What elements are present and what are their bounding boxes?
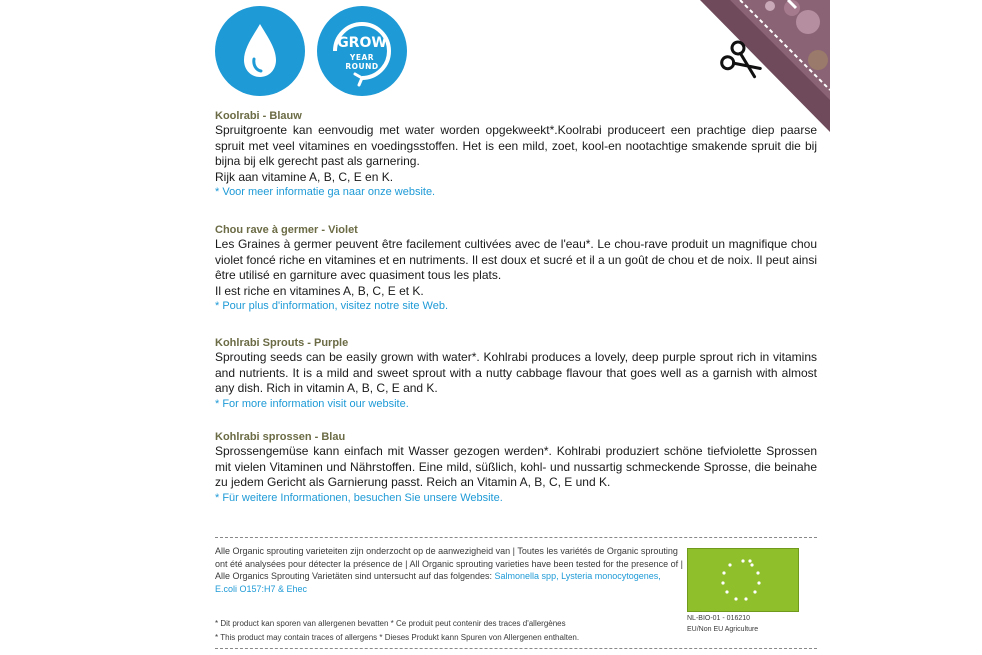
legal-text <box>215 545 683 595</box>
section-note: * Pour plus d'information, visitez notre site Web. <box>215 300 449 312</box>
section-note: * For more information visit our website. <box>215 397 409 410</box>
section-body: Les Graines à germer peuvent être facilement cultivées avec de l'eau*. Le chou-rave produit un magnifique chou violet foncé riche en vitamines et en nutriments. Il est doux et sucré et il a un goût de chou et de noix. Il peut ainsi être utilisé en garniture avec quasiment tous les plats. <box>215 237 817 282</box>
tested-pathogens: Salmonella spp, Lysteria monocytogenes, E.coli O157:H7 & Ehec <box>215 571 661 594</box>
section-note: * Für weitere Informationen, besuchen Sie unsere Website. <box>215 491 503 504</box>
section-body: Sprouting seeds can be easily grown with water*. Kohlrabi produces a lovely, deep purple sprout rich in vitamins and nutrients. It is a mild and sweet sprout with a nutty cabbage flavour that goes well as a garnish with almost any dish. Rich in vitamin A, B, C, E and K. <box>215 350 817 395</box>
water-drop-icon <box>215 6 305 96</box>
allergen-warning-1: * Dit product kan sporen van allergenen bevatten * Ce produit peut contenir des traces d'allergènes <box>215 619 566 628</box>
section-body: Sprossengemüse kann einfach mit Wasser gezogen werden*. Kohlrabi produziert schöne tiefviolette Sprossen mit vielen Vitaminen und Nährstoffen. Eine mild, süßlich, kohl- und nussartig schmeckende Sprosse, die beinahe zu jedem Gericht als Garnierung passt. Reich an Vitamin A, B, C, E und K. <box>215 444 817 489</box>
divider <box>215 537 817 538</box>
grow-badge-word: GROW <box>337 35 387 51</box>
section-vitamins: Rijk aan vitamine A, B, C, E en K. <box>215 169 394 184</box>
section-note: * Voor meer informatie ga naar onze website. <box>215 186 436 198</box>
bottom-divider <box>215 648 817 649</box>
section-body: Spruitgroente kan eenvoudig met water worden opgekweekt*.Koolrabi produceert een prachtige diep paarse spruit met veel vitamines en voedingsstoffen. Het is een mild, zoet, kool-en nootachtige smakende spruit die bij bijna bij elk gerecht past als garnering. <box>215 123 817 168</box>
seed-packet-back-label <box>213 0 830 655</box>
section-heading: Kohlrabi Sprouts - Purple <box>215 337 349 349</box>
section-english <box>215 336 817 412</box>
eu-organic-code: NL-BIO-01 - 016210 <box>687 615 751 622</box>
section-dutch <box>215 109 817 200</box>
allergen-warning-2: * This product may contain traces of allergens * Dieses Produkt kann Spuren von Allergenen enthalten. <box>215 633 580 642</box>
section-vitamins: Il est riche en vitamines A, B, C, E et K. <box>215 283 424 298</box>
eu-organic-origin: EU/Non EU Agriculture <box>687 626 759 633</box>
grow-badge-round: ROUND <box>345 62 379 71</box>
section-german <box>215 430 817 506</box>
legal-statement: Alle Organic sprouting varieteiten zijn onderzocht op de aanwezigheid van | Toutes les variétés de Organic sprouting ont été analysées pour détecter la présence de | All Organic sprouting varieties have been tested for the presence of | Alle Organics Sprouting Varietäten sind untersucht auf das folgendes: <box>215 546 683 581</box>
section-french <box>215 223 817 314</box>
grow-year-round-icon <box>317 6 407 96</box>
section-heading: Koolrabi - Blauw <box>215 110 302 122</box>
grow-badge-year: YEAR <box>349 53 375 62</box>
section-heading: Kohlrabi sprossen - Blau <box>215 431 346 443</box>
section-heading: Chou rave à germer - Violet <box>215 224 358 236</box>
eu-organic-leaf-icon <box>687 548 799 612</box>
